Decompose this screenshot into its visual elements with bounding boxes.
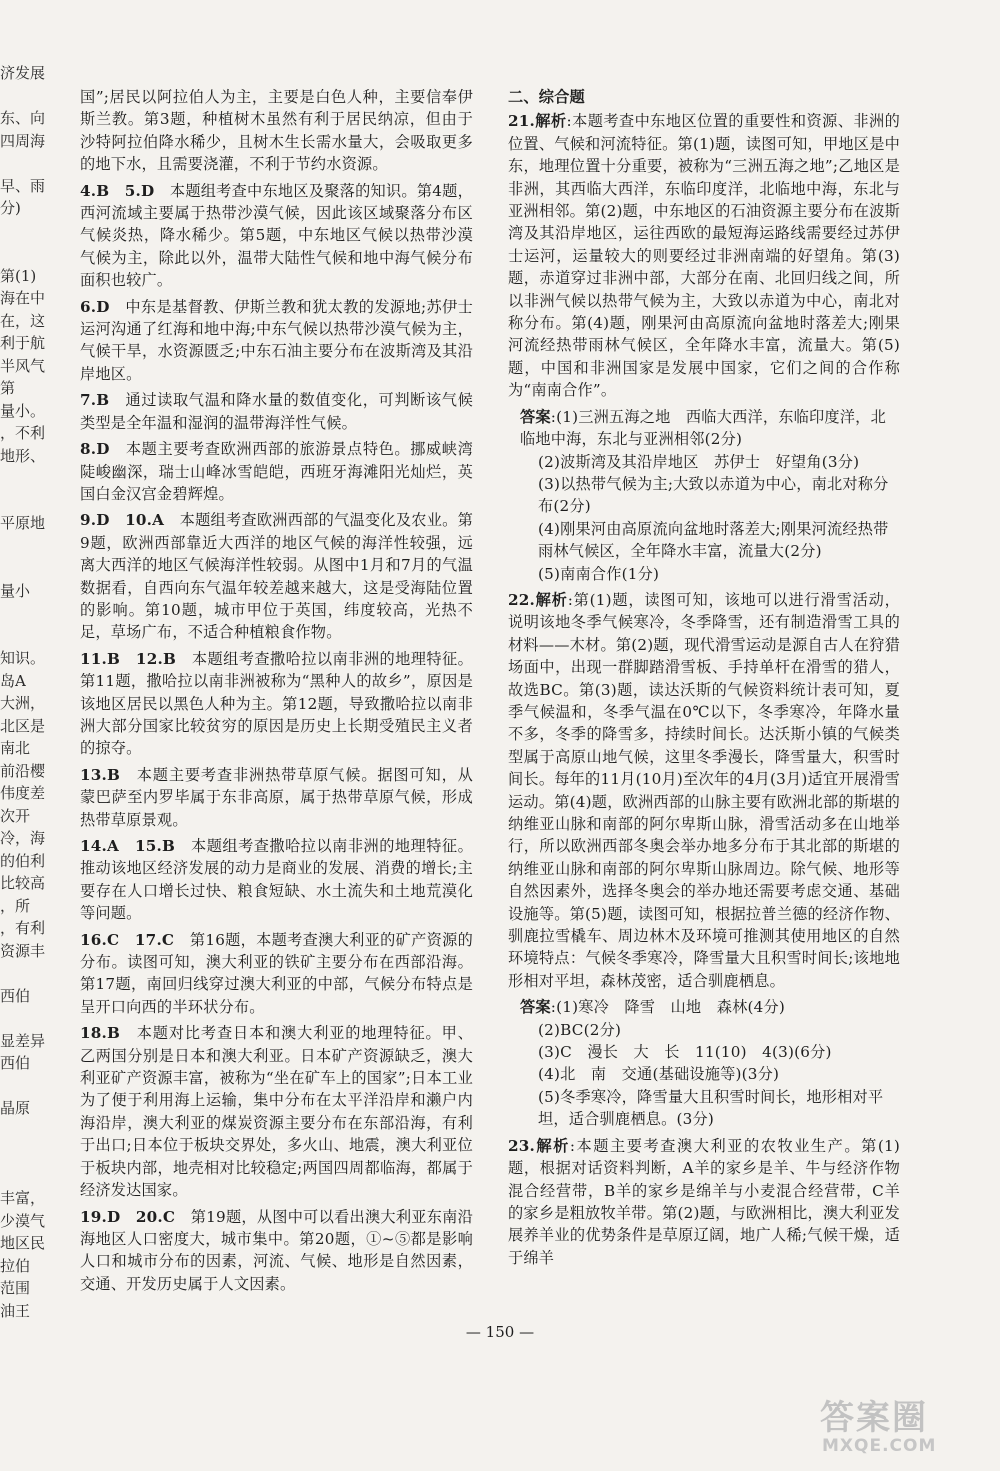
margin-fragment: 显差异 (0, 1031, 46, 1050)
answer-line (508, 451, 900, 473)
answer-paragraph (80, 648, 473, 760)
answer-line (508, 1019, 900, 1041)
margin-fragment: 冷，海 (0, 829, 46, 847)
margin-fragment: 分) (0, 199, 21, 217)
answer-text: (2)BC(2分) (538, 1020, 622, 1039)
question-number: 21. (508, 112, 536, 131)
question-analysis (508, 589, 900, 992)
paragraph-text: 通过读取气温和降水量的数值变化，可判断该气候类型是全年温和湿润的温带海洋性气候。 (80, 391, 473, 432)
answer-paragraph (80, 764, 473, 831)
question-number: 8.D (80, 440, 110, 459)
analysis-label: 解析 (535, 590, 568, 609)
margin-fragment: 量小。 (0, 401, 46, 420)
right-text-column (508, 86, 900, 1273)
answer-text: :(1)寒冷 降雪 山地 森林(4分) (550, 998, 785, 1017)
margin-fragment: 济发展 (0, 64, 46, 82)
margin-fragment: 第 (0, 379, 16, 397)
paragraph-text: 第16题，本题考查澳大利亚的矿产资源的分布。读图可知，澳大利亚的铁矿主要分布在西部沿海。第17题，南回归线穿过澳大利亚的中部，气候分布特点是呈开口向西的半环状分布。 (80, 930, 473, 1016)
margin-fragment: ，有利 (0, 919, 46, 937)
analysis-text: :第(1)题，读图可知，该地可以进行滑雪活动，说明该地冬季气候寒冷，冬季降雪，还有制造滑雪工具的材料——木材。第(2)题，现代滑雪运动是源自古人在狩猎场面中，出现一群脚踏滑雪板、手持单杆在滑雪的猎人，故选BC。第(3)题，读达沃斯的气候资料统计表可知，夏季气候温和，冬季气温在0℃以下，冬季寒冷，年降水量不多，冬季的降雪多，持续时间长。达沃斯小镇的气候类型属于高原山地气候，这里冬季漫长，降雪量大，积雪时间长。每年的11月(10月)至次年的4月(3月)适宜开展滑雪运动。第(4)题，欧洲西部的山脉主要有欧洲北部的斯堪的纳维亚山脉和南部的阿尔卑斯山脉，滑雪活动多在山地举行，所以欧洲西部冬奥会举办地多分布于其北部的斯堪的纳维亚山脉和南部的阿尔卑斯山脉周边。除气候、地形等自然因素外，选择冬奥会的举办地还需要考虑交通、基础设施等。第(5)题，读图可知，根据拉普兰德的经济作物、驯鹿拉雪橇车、周边林木及环境可推测其使用地区的自然环境特点：气候冬季寒冷，降雪量大且积雪时间长;该地地形相对平坦，森林茂密，适合驯鹿栖息。 (508, 590, 900, 990)
answer-text: (3)C 漫长 大 长 11(10) 4(3)(6分) (538, 1043, 832, 1062)
margin-fragment: 量小 (0, 581, 31, 600)
answer-paragraph (80, 1022, 473, 1201)
margin-fragment: 平原地 (0, 514, 46, 532)
question-number: 11.B 12.B (80, 649, 176, 668)
watermark-logo (810, 1390, 995, 1470)
answer-text: (4)北 南 交通(基础设施等)(3分) (538, 1065, 780, 1084)
margin-fragment: 西伯 (0, 1054, 31, 1072)
left-text-column (80, 86, 473, 1299)
margin-fragment (0, 1120, 58, 1143)
margin-fragment: 早、雨 (0, 176, 46, 195)
question-number: 13.B (80, 765, 121, 784)
margin-fragment: 岛A (0, 671, 26, 690)
margin-fragment: 知识。 (0, 649, 46, 667)
question-analysis (508, 110, 900, 401)
margin-fragment: 次开 (0, 806, 31, 825)
analysis-label: 解析 (535, 112, 567, 131)
answer-line (508, 996, 900, 1018)
margin-fragment: 利于航 (0, 334, 46, 352)
margin-fragment: 伟度差 (0, 784, 46, 802)
question-number: 14.A 15.B (80, 837, 176, 855)
margin-fragment: 第(1) (0, 266, 37, 285)
question-number: 23. (508, 1136, 536, 1155)
watermark-badge: 答案圈 (820, 1398, 928, 1438)
answer-line (508, 1063, 900, 1085)
answer-label: 答案 (520, 407, 551, 426)
answer-paragraph (80, 296, 473, 386)
analysis-text: :本题主要考查澳大利亚的农牧业生产。第(1)题，根据对话资料判断，A羊的家乡是羊、牛与经济作物混合经营带，B羊的家乡是绵羊与小麦混合经营带，C羊的家乡是粗放牧羊带。第(2)题，与欧洲相比，澳大利亚发展养羊业的优势条件是草原辽阔，地广人稀;气候干燥，适于绵羊 (508, 1136, 901, 1267)
margin-fragment: 油王 (0, 1301, 31, 1320)
question-number: 19.D 20.C (80, 1207, 176, 1226)
margin-fragment (0, 220, 58, 243)
margin-fragment: ，不利 (0, 424, 46, 442)
page-number: — 150 — (465, 1323, 535, 1341)
margin-fragment: 北区是 (0, 716, 46, 735)
paragraph-text: 本题组考查中东地区及聚落的知识。第4题，西河流域主要属于热带沙漠气候，因此该区域聚落分布区气候炎热，降水稀少。第5题，中东地区气候以热带沙漠气候为主，除此以外，温带大陆性气候和地中海气候分布面积也较广。 (80, 181, 473, 290)
answer-text: :(1)三洲五海之地 西临大西洋，东临印度洋，北临地中海，东北与亚洲相邻(2分) (520, 407, 886, 449)
margin-fragment: 西伯 (0, 986, 31, 1005)
paragraph-text: 本题组考查欧洲西部的气温变化及农业。第9题，欧洲西部靠近大西洋的地区气候的海洋性较强，远离大西洋的地区气候海洋性较弱。从图中1月和7月的气温数据看，自西向东气温年较差越来越大，这是受海陆位置的影响。第10题，城市甲位于英国，纬度较高，光热不足，草场广布，不适合种植粮食作物。 (80, 511, 473, 642)
question-number: 7.B (80, 391, 110, 410)
answer-text: (3)以热带气候为主;大致以赤道为中心，南北对称分布(2分) (538, 474, 889, 516)
section-title: 二、综合题 (508, 88, 585, 106)
answer-text: (5)南南合作(1分) (538, 564, 660, 583)
margin-fragment: 范围 (0, 1279, 31, 1297)
answer-paragraph (80, 509, 473, 643)
question-number: 6.D (80, 297, 110, 316)
margin-fragment (0, 557, 58, 580)
margin-fragment (0, 625, 58, 648)
answer-line (508, 473, 900, 518)
question-number: 16.C 17.C (80, 930, 175, 949)
paragraph-text: 本题主要考查欧洲西部的旅游景点特色。挪威峡湾陡峻幽深，瑞士山峰冰雪皑皑，西班牙海滩阳光灿烂，英国白金汉宫金碧辉煌。 (80, 440, 473, 503)
margin-fragment (0, 1007, 58, 1030)
answer-paragraph (80, 86, 473, 176)
paragraph-text: 第19题，从图中可以看出澳大利亚东南沿海地区人口密度大，城市集中。第20题，①~⑤都是影响人口和城市分布的因素，河流、气候、地形是自然因素，交通、开发历史属于人文因素。 (80, 1207, 474, 1293)
margin-fragment: 四周海 (0, 131, 46, 150)
margin-fragment: 晶原 (0, 1099, 31, 1117)
answer-paragraph (80, 389, 473, 434)
paragraph-text: 本题对比考查日本和澳大利亚的地理特征。甲、乙两国分别是日本和澳大利亚。日本矿产资源缺乏，澳大利亚矿产资源丰富，被称为“坐在矿车上的国家”;日本工业为了便于利用海上运输，集中分布在太平洋沿岸和濑户内海沿岸，澳大利亚的煤炭资源主要分布在东部沿海，有利于出口;日本位于板块交界处，多火山、地震，澳大利亚位于板块内部，地壳相对比较稳定;两国四周都临海，都属于经济发达国家。 (80, 1024, 473, 1200)
paragraph-text: 中东是基督教、伊斯兰教和犹太教的发源地;苏伊士运河沟通了红海和地中海;中东气候以热带沙漠气候为主，气候干旱，水资源匮乏;中东石油主要分布在波斯湾及其沿岸地区。 (80, 297, 473, 383)
margin-fragment (0, 490, 58, 513)
margin-fragment (0, 602, 58, 625)
margin-fragment: 的伯利 (0, 851, 46, 870)
answer-line (508, 1041, 900, 1063)
answer-paragraph (80, 929, 473, 1019)
margin-fragment: 丰富， (0, 1189, 46, 1207)
margin-fragment: 拉伯 (0, 1256, 31, 1275)
answer-block (508, 996, 900, 1130)
answer-paragraph (80, 438, 473, 505)
watermark-url: MXQE.COM (822, 1436, 937, 1456)
margin-fragment: 地区民 (0, 1234, 46, 1252)
answer-paragraph (80, 1206, 473, 1296)
margin-fragment: 地形、 (0, 446, 46, 465)
margin-fragment: 半风气 (0, 356, 46, 375)
answer-paragraph (80, 835, 473, 925)
paragraph-text: 本题主要考查非洲热带草原气候。据图可知，从蒙巴萨至内罗毕属于东非高原，属于热带草原气候，形成热带草原景观。 (80, 765, 473, 829)
answer-paragraph (80, 180, 473, 292)
paragraph-text: 国”;居民以阿拉伯人为主，主要是白色人种，主要信奉伊斯兰教。第3题，种植树木虽然有利于居民纳凉，但由于沙特阿拉伯降水稀少，且树木生长需水量大，会吸取更多的地下水，且需要浇灌，不利于节约水资源。 (80, 88, 473, 174)
margin-fragment: 比较高 (0, 874, 46, 892)
answer-text: (4)刚果河由高原流向盆地时落差大;刚果河流经热带雨林气候区，全年降水丰富，流量大(2分) (538, 519, 889, 561)
margin-fragment (0, 1075, 58, 1098)
answer-block (508, 406, 900, 585)
margin-fragment (0, 467, 58, 490)
margin-fragment: 东、向 (0, 109, 46, 127)
margin-fragment: 前沿樱 (0, 761, 46, 780)
left-margin-fragments (0, 62, 58, 1322)
answer-line (508, 518, 900, 563)
answer-text: (2)波斯湾及其沿岸地区 苏伊士 好望角(3分) (538, 452, 860, 471)
margin-fragment (0, 962, 58, 985)
margin-fragment: 资源丰 (0, 941, 46, 960)
answer-label: 答案 (520, 998, 551, 1017)
question-number: 18.B (80, 1024, 121, 1043)
paragraph-text: 本题组考查撒哈拉以南非洲的地理特征。第11题，撒哈拉以南非洲被称为“黑种人的故乡”，原因是该地区居民以黑色人种为主。第12题，导致撒哈拉以南非洲大部分国家比较贫穷的原因是历史上长期受殖民主义者的掠夺。 (80, 649, 473, 758)
margin-fragment: 少漠气 (0, 1211, 46, 1230)
margin-fragment: 南北 (0, 739, 31, 757)
analysis-label: 解析 (535, 1136, 570, 1155)
margin-fragment: 在，这 (0, 311, 46, 330)
question-number: 22. (508, 590, 536, 609)
margin-fragment: 海在中 (0, 289, 46, 307)
question-analysis (508, 1135, 900, 1269)
answer-line (508, 406, 900, 451)
question-number: 9.D 10.A (80, 511, 165, 530)
margin-fragment (0, 85, 58, 108)
margin-fragment: ，所 (0, 896, 31, 915)
margin-fragment (0, 535, 58, 558)
analysis-text: :本题考查中东地区位置的重要性和资源、非洲的位置、气候和河流特征。第(1)题，读图可知，甲地区是中东，地理位置十分重要，被称为“三洲五海之地”;乙地区是非洲，其西临大西洋，东临印度洋，北临地中海，东北与亚洲相邻。第(2)题，中东地区的石油资源主要分布在波斯湾及其沿岸地区，运往西欧的最短海运路线需要经过苏伊士运河，运量较大的则要经过非洲南端的好望角。第(3)题，赤道穿过非洲中部，大部分在南、北回归线之间，所以非洲气候以热带气候为主，大致以赤道为中心，南北对称分布。第(4)题，刚果河由高原流向盆地时落差大;刚果河流经热带雨林气候区，全年降水丰富，流量大。第(5)题，中国和非洲国家是发展中国家，它们之间的合作称为“南南合作”。 (508, 112, 900, 400)
answer-text: (5)冬季寒冷，降雪量大且积雪时间长，地形相对平坦，适合驯鹿栖息。(3分) (538, 1087, 884, 1129)
paragraph-text: 本题组考查撒哈拉以南非洲的地理特征。推动该地区经济发展的动力是商业的发展、消费的增长;主要存在人口增长过快、粮食短缺、水土流失和土地荒漠化等问题。 (80, 837, 473, 923)
margin-fragment: 大洲， (0, 694, 46, 712)
answer-line (508, 1086, 900, 1131)
margin-fragment (0, 1142, 58, 1165)
margin-fragment (0, 152, 58, 175)
margin-fragment (0, 242, 58, 265)
margin-fragment (0, 1165, 58, 1188)
question-number: 4.B 5.D (80, 181, 155, 200)
answer-line (508, 563, 900, 585)
